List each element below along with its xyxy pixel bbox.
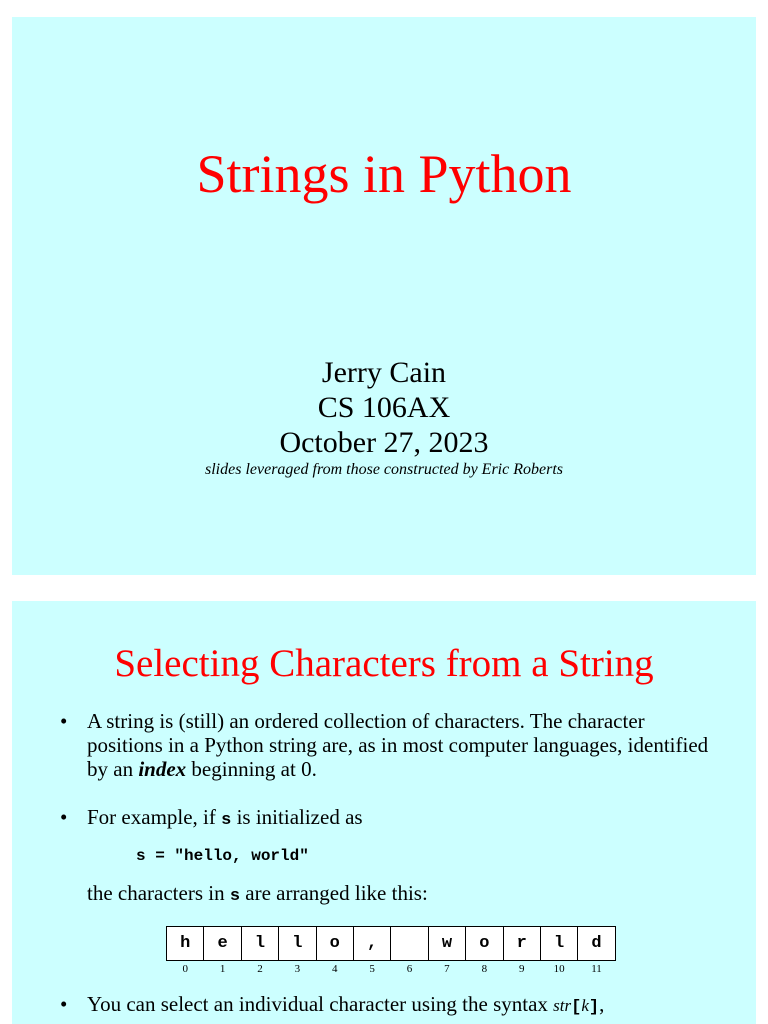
char-cell: l [279, 927, 316, 961]
content-slide [12, 601, 756, 1024]
index-label: 8 [481, 963, 488, 975]
index-label: 3 [294, 963, 301, 975]
bullet-dot: • [60, 805, 68, 829]
char-cell: l [540, 927, 577, 961]
index-label: 10 [553, 963, 565, 975]
bullet-dot: • [60, 709, 68, 733]
char-cell: o [466, 927, 503, 961]
index-label: 7 [444, 963, 450, 975]
code-var: s [229, 887, 241, 906]
author-name: Jerry Cain [321, 356, 447, 389]
char-cell: r [503, 927, 540, 961]
char-cell [391, 927, 428, 961]
code-var: s [221, 811, 232, 830]
char-cell: o [316, 927, 353, 961]
index-term: index [138, 757, 187, 781]
char-cell: h [167, 927, 204, 961]
presentation-date: October 27, 2023 [279, 426, 489, 459]
index-label: 6 [406, 963, 413, 975]
syntax-str: str [553, 996, 572, 1015]
index-label: 4 [332, 963, 338, 975]
slide-credit: slides leveraged from those constructed by Eric Roberts [205, 461, 563, 478]
index-label: 9 [518, 963, 525, 975]
course-name: CS 106AX [317, 391, 451, 424]
index-label: 11 [591, 963, 602, 975]
char-cell: l [241, 927, 278, 961]
index-label: 5 [369, 963, 375, 975]
index-label: 1 [219, 963, 226, 975]
char-cell: , [353, 927, 390, 961]
explanation-text: the characters in s are arranged like this: [87, 881, 428, 906]
index-row [167, 961, 616, 978]
title-slide [12, 17, 756, 575]
code-example: s = "hello, world" [136, 847, 309, 865]
syntax-k: k [581, 996, 589, 1015]
slide-title: Selecting Characters from a String [114, 642, 654, 685]
bullet-text: A string is (still) an ordered collection of characters. The character positions in a Python string are, as in most computer languages, identified by an index beginning at 0. [87, 709, 709, 781]
bullet-item [60, 709, 720, 781]
char-cell: e [204, 927, 241, 961]
bullet-text: You can select an individual character using the syntax str[k], [87, 992, 605, 1017]
bullet-dot: • [60, 992, 68, 1016]
bullet-text: For example, if s is initialized as [87, 805, 363, 830]
char-cell: d [578, 927, 615, 961]
bullet-item [60, 805, 720, 833]
bullet-item [60, 992, 720, 1020]
author-info [12, 355, 756, 480]
char-cell: w [428, 927, 465, 961]
character-table [166, 926, 616, 977]
slide-title: Strings in Python [196, 144, 572, 204]
index-label: 0 [182, 963, 188, 975]
index-label: 2 [257, 963, 263, 975]
char-row [167, 927, 616, 961]
